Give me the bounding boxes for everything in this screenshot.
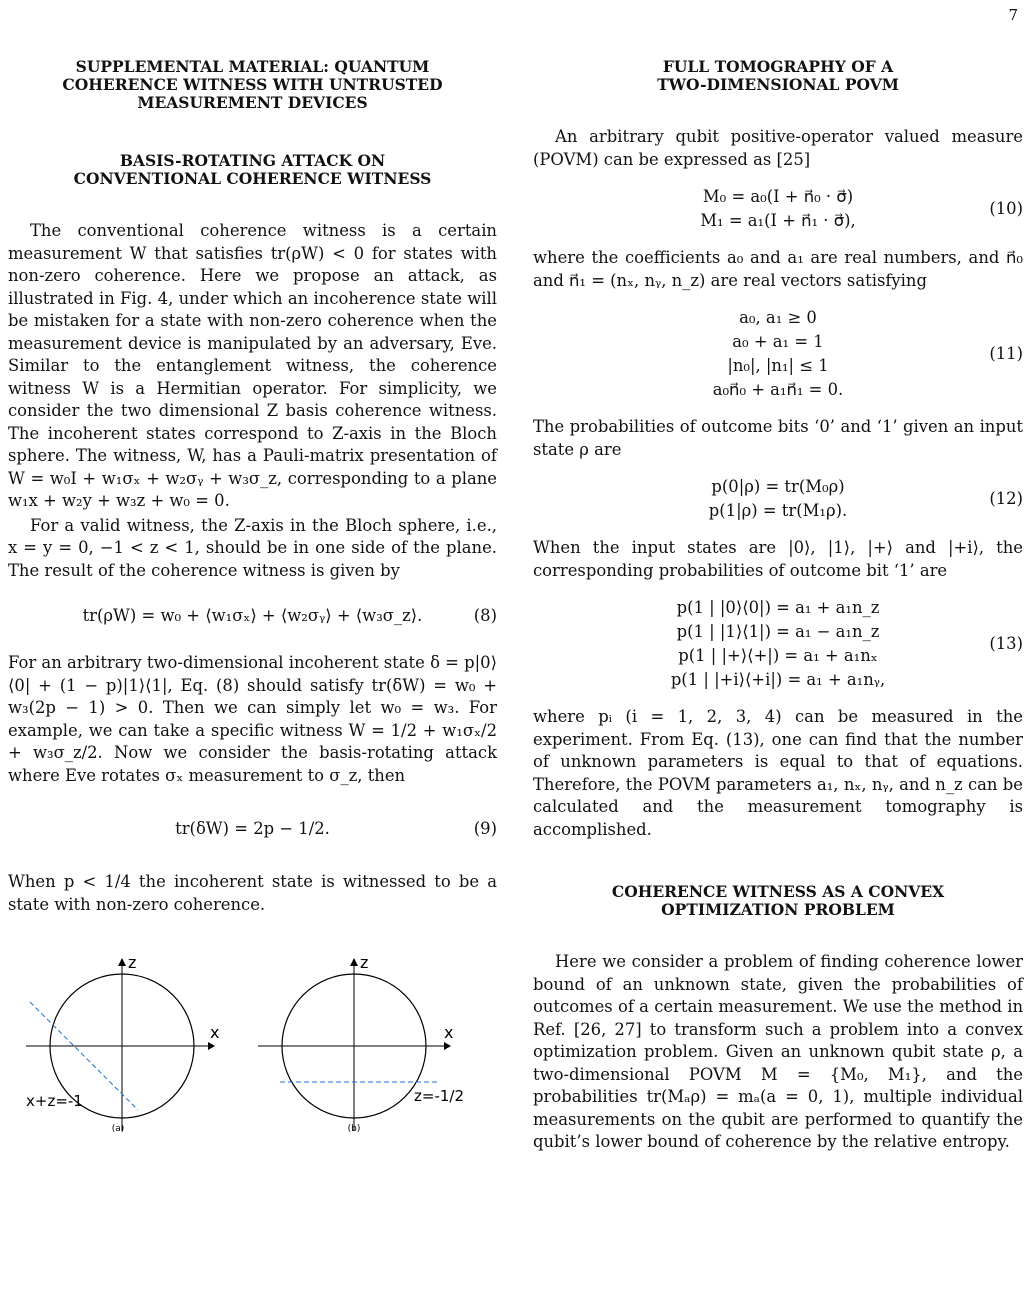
equation-number: (13)	[989, 633, 1023, 653]
equation-line: a₀, a₁ ≥ 0	[739, 308, 817, 327]
equation-line: p(1|ρ) = tr(M₁ρ).	[708, 501, 848, 520]
equation-9	[8, 817, 497, 841]
paragraph: When p < 1/4 the incoherent state is witnessed to be a state with non-zero coherence.	[8, 872, 497, 914]
equation-line: p(1 | |+i⟩⟨+i|) = a₁ + a₁nᵧ,	[670, 670, 886, 689]
arrowhead-icon	[350, 958, 358, 966]
equation-12	[533, 475, 1023, 523]
heading-line: OPTIMIZATION PROBLEM	[661, 900, 895, 919]
title-line: MEASUREMENT DEVICES	[137, 93, 368, 112]
title-line: SUPPLEMENTAL MATERIAL: QUANTUM	[75, 57, 430, 76]
equation-13	[533, 596, 1023, 692]
equation-number: (10)	[989, 198, 1023, 218]
title-line: COHERENCE WITNESS WITH UNTRUSTED	[62, 75, 443, 94]
paragraph: For an arbitrary two-dimensional incoherent state δ = p|0⟩⟨0| + (1 − p)|1⟩⟨1|, Eq. (8) should satisfy tr(δW) = w₀ + w₃(2p − 1) > 0. Then we can simply let w₀ = w₃. For example, we can take a specific witness W = 1/2 + w₁σₓ/2 + w₃σ_z/2. Now we consider the basis-rotating attack where Eve rotates σₓ measurement to σ_z, then	[8, 653, 497, 785]
panel-a	[26, 956, 219, 1134]
equation-10	[533, 185, 1023, 233]
page-number: 7	[1008, 6, 1018, 24]
paragraph: where pᵢ (i = 1, 2, 3, 4) can be measured in the experiment. From Eq. (13), one can find that the number of unknown parameters is equal to that of equations. Therefore, the POVM parameters a₁, nₓ, nᵧ, and n_z can be calculated and the measurement tomography is accomplished.	[533, 707, 1023, 839]
axis-label-z: z	[360, 956, 369, 972]
section-heading-convex-optimization	[533, 883, 1023, 919]
axis-label-x: x	[210, 1023, 220, 1042]
arrowhead-icon	[118, 958, 126, 966]
paragraph: The probabilities of outcome bits ‘0’ and ‘1’ given an input state ρ are	[533, 417, 1023, 459]
equation-line: tr(ρW) = w₀ + ⟨w₁σₓ⟩ + ⟨w₂σᵧ⟩ + ⟨w₃σ_z⟩.	[82, 606, 423, 625]
caption-a: (a)	[111, 1124, 125, 1134]
equation-line: p(1 | |0⟩⟨0|) = a₁ + a₁n_z	[676, 598, 880, 617]
paragraph: The conventional coherence witness is a certain measurement W that satisfies tr(ρW) < 0 for states with non-zero coherence. Here we propose an attack, as illustrated in Fig. 4, under which an incoherence state will be mistaken for a state with non-zero coherence when the measurement device is manipulated by an adversary, Eve. Similar to the entanglement witness, the coherence witness W is a Hermitian operator. For simplicity, we consider the two dimensional Z basis coherence witness. The incoherent states correspond to Z-axis in the Bloch sphere. The witness, W, has a Pauli-matrix presentation of W = w₀I + w₁σₓ + w₂σᵧ + w₃σ_z, corresponding to a plane w₁x + w₂y + w₃z + w₀ = 0.	[8, 221, 497, 510]
equation-number: (8)	[473, 605, 497, 625]
heading-line: TWO-DIMENSIONAL POVM	[657, 75, 899, 94]
plane-label-b: z=-1/2	[414, 1087, 464, 1105]
section-heading-basis-rotating	[8, 152, 497, 188]
panel-b	[258, 956, 464, 1134]
equation-line: a₀ + a₁ = 1	[732, 332, 824, 351]
equation-line: tr(δW) = 2p − 1/2.	[175, 819, 330, 838]
equation-line: p(1 | |+⟩⟨+|) = a₁ + a₁nₓ	[678, 646, 878, 665]
equation-line: M₁ = a₁(I + n⃗₁ · σ⃗),	[700, 211, 856, 230]
caption-b: (b)	[347, 1124, 361, 1134]
left-column	[8, 58, 497, 1136]
axis-label-z: z	[128, 956, 137, 972]
right-column	[533, 58, 1023, 1154]
paragraph: where the coefficients a₀ and a₁ are real numbers, and n⃗₀ and n⃗₁ = (nₓ, nᵧ, n_z) are real vectors satisfying	[533, 248, 1023, 290]
paragraph: Here we consider a problem of finding coherence lower bound of an unknown state, given the probabilities of outcomes of a certain measurement. We use the method in Ref. [26, 27] to transform such a problem into a convex optimization problem. Given an unknown qubit state ρ, a two-dimensional POVM M = {M₀, M₁}, and the probabilities tr(Mₐρ) = mₐ(a = 0, 1), multiple individual measurements on the qubit are performed to quantify the qubit’s lower bound of coherence by the relative entropy.	[533, 952, 1023, 1151]
figure-4-bloch-diagrams	[8, 956, 497, 1136]
section-heading-povm-tomography	[533, 58, 1023, 94]
equation-number: (12)	[989, 488, 1023, 508]
equation-8	[8, 604, 497, 628]
axis-label-x: x	[444, 1023, 454, 1042]
heading-line: CONVENTIONAL COHERENCE WITNESS	[73, 169, 432, 188]
paragraph: For a valid witness, the Z-axis in the Bloch sphere, i.e., x = y = 0, −1 < z < 1, should be in one side of the plane. The result of the coherence witness is given by	[8, 515, 497, 580]
equation-number: (11)	[989, 343, 1023, 363]
equation-line: p(1 | |1⟩⟨1|) = a₁ − a₁n_z	[676, 622, 880, 641]
supplement-title	[8, 58, 497, 112]
paragraph: When the input states are |0⟩, |1⟩, |+⟩ and |+i⟩, the corresponding probabilities of outcome bit ‘1’ are	[533, 538, 1023, 580]
heading-line: COHERENCE WITNESS AS A CONVEX	[611, 882, 945, 901]
plane-label-a: x+z=-1	[26, 1092, 83, 1110]
heading-line: BASIS-ROTATING ATTACK ON	[119, 151, 386, 170]
arrowhead-icon	[208, 1042, 215, 1050]
equation-line: M₀ = a₀(I + n⃗₀ · σ⃗)	[702, 187, 854, 206]
equation-line: p(0|ρ) = tr(M₀ρ)	[711, 477, 845, 496]
paragraph: An arbitrary qubit positive-operator valued measure (POVM) can be expressed as [25]	[533, 127, 1023, 169]
heading-line: FULL TOMOGRAPHY OF A	[662, 57, 894, 76]
equation-number: (9)	[473, 818, 497, 838]
equation-line: |n₀|, |n₁| ≤ 1	[727, 356, 829, 375]
arrowhead-icon	[444, 1042, 451, 1050]
equation-11	[533, 306, 1023, 402]
equation-line: a₀n⃗₀ + a₁n⃗₁ = 0.	[712, 380, 844, 399]
